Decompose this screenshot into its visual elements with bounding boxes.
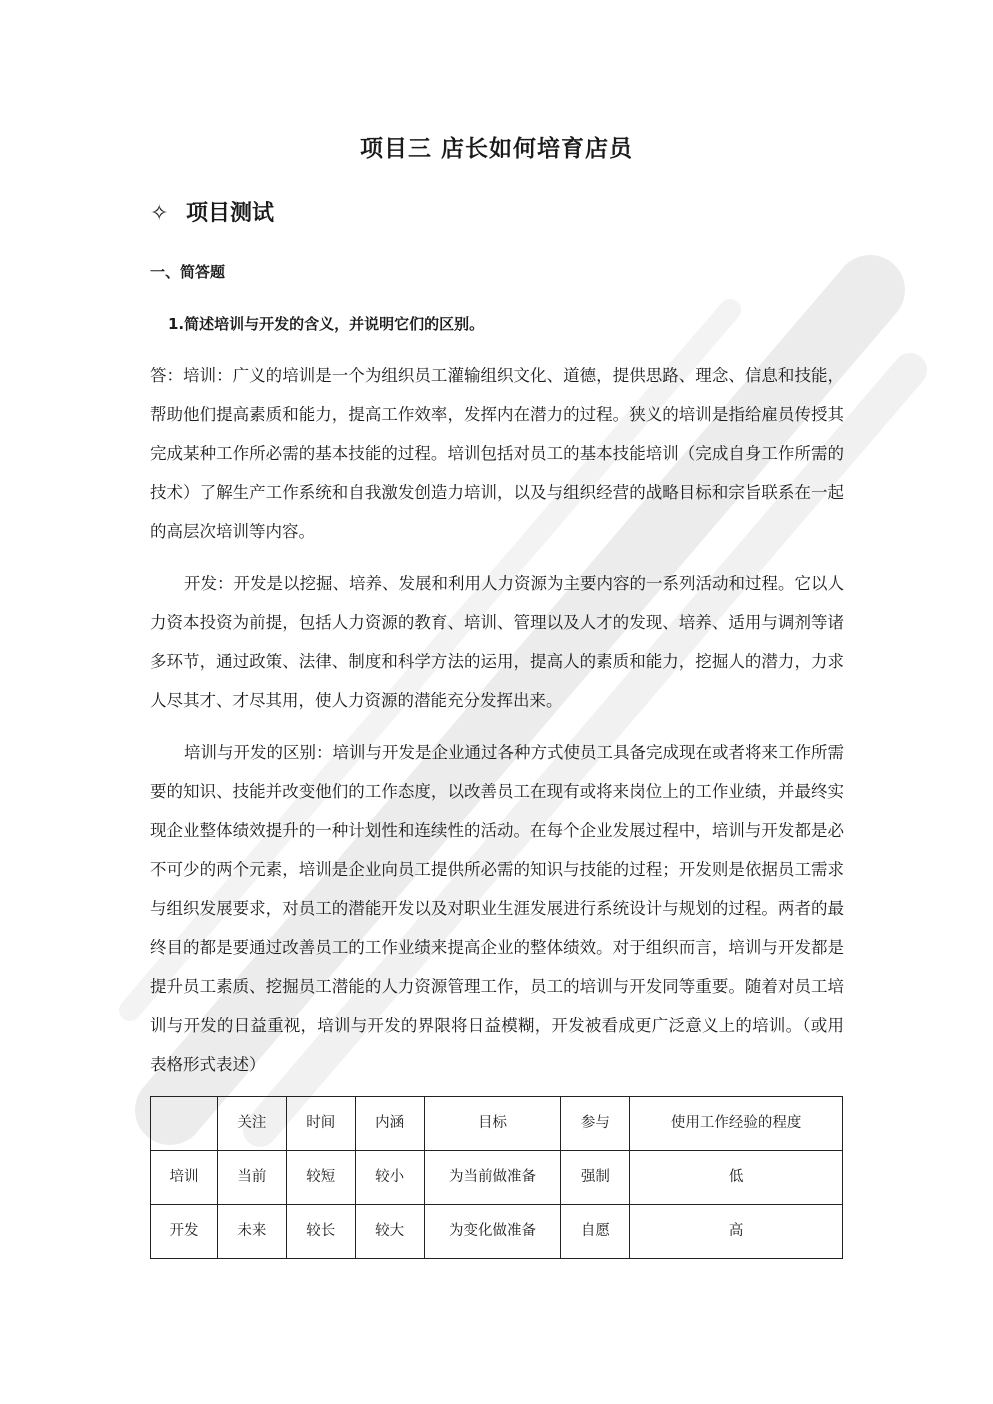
table-header-cell: 关注 [217,1097,286,1151]
table-cell: 当前 [217,1151,286,1205]
document-title: 项目三 店长如何培育店员 [359,136,633,162]
table-cell: 为当前做准备 [424,1151,561,1205]
question-heading: 1.简述培训与开发的含义，并说明它们的区别。 [168,315,485,333]
table-header-cell: 参与 [561,1097,630,1151]
table-cell: 为变化做准备 [424,1205,561,1259]
table-cell: 较大 [355,1205,424,1259]
section-label: 项目测试 [186,201,275,226]
table-header-cell: 内涵 [355,1097,424,1151]
table-header-cell: 使用工作经验的程度 [630,1097,843,1151]
table-row [151,1151,843,1205]
table-cell: 较小 [355,1151,424,1205]
table-cell: 强制 [561,1151,630,1205]
diamond-icon: ✧ [150,201,169,226]
table-header-cell [151,1097,218,1151]
table-cell: 高 [630,1205,843,1259]
table-header-cell: 目标 [424,1097,561,1151]
table-row [151,1205,843,1259]
table-header-row [151,1097,843,1151]
table-cell: 开发 [151,1205,218,1259]
table-cell: 自愿 [561,1205,630,1259]
table-cell: 较长 [286,1205,355,1259]
table-header-cell: 时间 [286,1097,355,1151]
table-cell: 未来 [217,1205,286,1259]
table-cell: 培训 [151,1151,218,1205]
section-heading [150,196,274,227]
answer-paragraph-development: 开发：开发是以挖掘、培养、发展和利用人力资源为主要内容的一系列活动和过程。它以人力资本投资为前提，包括人力资源的教育、培训、管理以及人才的发现、培养、适用与调剂等诸多环节，通过政策、法律、制度和科学方法的运用，提高人的素质和能力，挖掘人的潜力，力求人尽其才、才尽其用，使人力资源的潜能充分发挥出来。 [150,574,844,710]
subsection-heading: 一、简答题 [150,263,226,281]
answer-paragraph-training: 答：培训：广义的培训是一个为组织员工灌输组织文化、道德，提供思路、理念、信息和技能，帮助他们提高素质和能力，提高工作效率，发挥内在潜力的过程。狭义的培训是指给雇员传授其完成某种工作所必需的基本技能的过程。培训包括对员工的基本技能培训（完成自身工作所需的技术）了解生产工作系统和自我激发创造力培训，以及与组织经营的战略目标和宗旨联系在一起的高层次培训等内容。 [150,366,844,541]
table-cell: 较短 [286,1151,355,1205]
answer-paragraph-difference: 培训与开发的区别：培训与开发是企业通过各种方式使员工具备完成现在或者将来工作所需要的知识、技能并改变他们的工作态度，以改善员工在现有或将来岗位上的工作业绩，并最终实现企业整体绩效提升的一种计划性和连续性的活动。在每个企业发展过程中，培训与开发都是必不可少的两个元素，培训是企业向员工提供所必需的知识与技能的过程；开发则是依据员工需求与组织发展要求，对员工的潜能开发以及对职业生涯发展进行系统设计与规划的过程。两者的最终目的都是要通过改善员工的工作业绩来提高企业的整体绩效。对于组织而言，培训与开发都是提升员工素质、挖掘员工潜能的人力资源管理工作，员工的培训与开发同等重要。随着对员工培训与开发的日益重视，培训与开发的界限将日益模糊，开发被看成更广泛意义上的培训。（或用表格形式表述） [150,743,844,1074]
table-cell: 低 [630,1151,843,1205]
comparison-table [150,1096,843,1259]
